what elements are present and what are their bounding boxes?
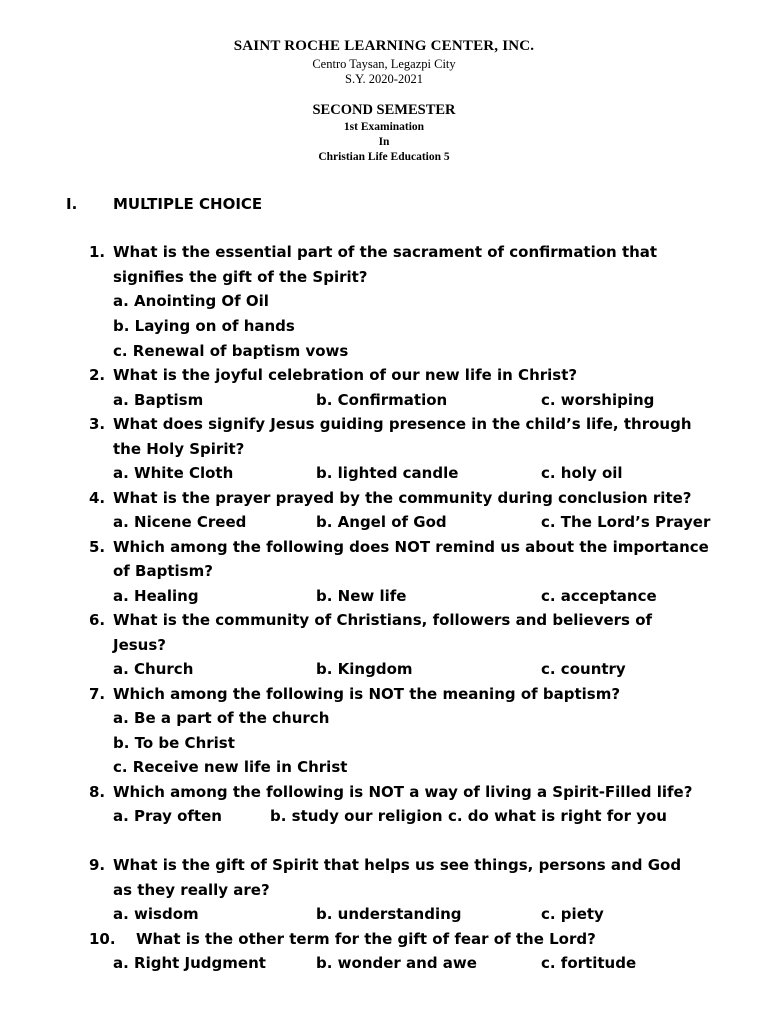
- question-text: What is the gift of Spirit that helps us see things, persons and God: [113, 856, 682, 874]
- school-year: S.Y. 2020-2021: [345, 72, 423, 86]
- question-text: signifies the gift of the Spirit?: [113, 268, 368, 286]
- exam-in: In: [378, 136, 390, 148]
- choice-a: a. White Cloth: [113, 464, 234, 482]
- choice-a: a. Baptism: [113, 391, 204, 409]
- choice-b: b. Angel of God: [316, 513, 447, 531]
- choice-b: b. study our religion: [270, 807, 443, 825]
- question-text: What is the joyful celebration of our new life in Christ?: [113, 366, 578, 384]
- semester-title: SECOND SEMESTER: [312, 102, 456, 118]
- choice-c: c. piety: [541, 905, 604, 923]
- choice-a: a. Right Judgment: [113, 954, 266, 972]
- choice-b: b. New life: [316, 587, 407, 605]
- choice-b: b. Confirmation: [316, 391, 448, 409]
- question-number: 6.: [89, 611, 106, 629]
- choice-c: c. do what is right for you: [448, 807, 667, 825]
- section-number: I.: [66, 195, 78, 213]
- choice-a: a. Healing: [113, 587, 199, 605]
- question-text: Jesus?: [113, 636, 166, 654]
- choice-a: a. Be a part of the church: [113, 709, 330, 727]
- subject-title: Christian Life Education 5: [318, 151, 450, 163]
- question-text: What is the other term for the gift of fear of the Lord?: [136, 930, 596, 948]
- question-number: 3.: [89, 415, 106, 433]
- choice-c: c. fortitude: [541, 954, 637, 972]
- choice-b: b. Laying on of hands: [113, 317, 295, 335]
- choice-c: c. country: [541, 660, 626, 678]
- question-number: 4.: [89, 489, 106, 507]
- choice-b: b. lighted candle: [316, 464, 459, 482]
- question-text: as they really are?: [113, 881, 270, 899]
- question-number: 1.: [89, 243, 106, 261]
- choice-b: b. wonder and awe: [316, 954, 477, 972]
- question-text: What is the community of Christians, followers and believers of: [113, 611, 653, 629]
- question-number: 7.: [89, 685, 106, 703]
- question-text: What is the prayer prayed by the community during conclusion rite?: [113, 489, 692, 507]
- choice-c: c. Receive new life in Christ: [113, 758, 348, 776]
- choice-c: c. The Lord’s Prayer: [541, 513, 711, 531]
- choice-c: c. holy oil: [541, 464, 623, 482]
- question-number: 5.: [89, 538, 106, 556]
- question-number: 8.: [89, 783, 106, 801]
- choice-a: a. Church: [113, 660, 194, 678]
- question-text: What is the essential part of the sacrament of confirmation that: [113, 243, 658, 261]
- question-text: the Holy Spirit?: [113, 440, 245, 458]
- choice-a: a. Nicene Creed: [113, 513, 247, 531]
- choice-b: b. To be Christ: [113, 734, 235, 752]
- choice-c: c. Renewal of baptism vows: [113, 342, 349, 360]
- exam-title: 1st Examination: [343, 121, 425, 133]
- choice-a: a. Pray often: [113, 807, 222, 825]
- school-name: SAINT ROCHE LEARNING CENTER, INC.: [233, 38, 535, 54]
- question-text: Which among the following is NOT a way of living a Spirit-Filled life?: [113, 783, 693, 801]
- choice-a: a. wisdom: [113, 905, 199, 923]
- question-text: Which among the following does NOT remind us about the importance: [113, 538, 709, 556]
- question-number: 2.: [89, 366, 106, 384]
- choice-a: a. Anointing Of Oil: [113, 292, 269, 310]
- choice-b: b. understanding: [316, 905, 462, 923]
- question-number: 9.: [89, 856, 106, 874]
- school-address: Centro Taysan, Legazpi City: [312, 57, 456, 71]
- choice-c: c. acceptance: [541, 587, 657, 605]
- question-text: What does signify Jesus guiding presence in the child’s life, through: [113, 415, 692, 433]
- question-text: of Baptism?: [113, 562, 213, 580]
- question-text: Which among the following is NOT the meaning of baptism?: [113, 685, 621, 703]
- question-number: 10.: [89, 930, 116, 948]
- choice-c: c. worshiping: [541, 391, 655, 409]
- section-title: MULTIPLE CHOICE: [113, 195, 263, 213]
- choice-b: b. Kingdom: [316, 660, 413, 678]
